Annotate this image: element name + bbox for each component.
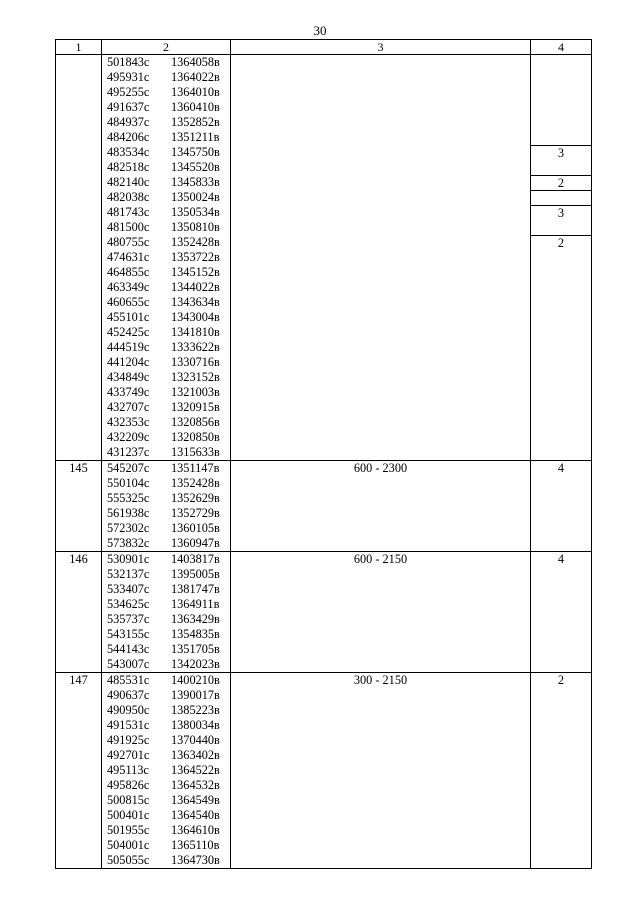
class-value: [531, 190, 591, 205]
longitude: 1352428в: [171, 476, 220, 490]
longitude: 1351705в: [171, 642, 220, 656]
coordinate-pair: [107, 778, 230, 793]
latitude: 500401с: [107, 808, 150, 822]
longitude: 1350810в: [171, 220, 220, 234]
class-cell: [531, 461, 592, 552]
latitude: 455101с: [107, 310, 150, 324]
coordinate-pair: [107, 642, 230, 657]
coordinate-pair: [107, 763, 230, 778]
coordinate-pair: [107, 703, 230, 718]
longitude: 1381747в: [171, 582, 220, 596]
coordinate-pair: [107, 808, 230, 823]
longitude: 1364911в: [171, 597, 220, 611]
class-cell: [531, 673, 592, 869]
longitude: 1360105в: [171, 521, 220, 535]
latitude: 484937с: [107, 115, 150, 129]
longitude: 1345833в: [171, 175, 220, 189]
coordinate-pair: [107, 115, 230, 130]
coordinate-pair: [107, 325, 230, 340]
longitude: 1363402в: [171, 748, 220, 762]
coordinate-pair: [107, 536, 230, 551]
longitude: 1360410в: [171, 100, 220, 114]
longitude: 1352852в: [171, 115, 220, 129]
coordinate-pair: [107, 145, 230, 160]
coordinate-pair: [107, 310, 230, 325]
latitude: 530901с: [107, 552, 150, 566]
longitude: 1351147в: [171, 461, 220, 475]
coordinate-pair: [107, 838, 230, 853]
latitude: 482038с: [107, 190, 150, 204]
group-number: 145: [56, 461, 102, 552]
coordinate-pair: [107, 55, 230, 70]
longitude: 1354835в: [171, 627, 220, 641]
group-number: 147: [56, 673, 102, 869]
coordinate-pair: [107, 400, 230, 415]
longitude: 1350024в: [171, 190, 220, 204]
depth-range: 600 - 2300: [231, 461, 531, 552]
longitude: 1364532в: [171, 778, 220, 792]
longitude: 1345520в: [171, 160, 220, 174]
depth-range: [231, 55, 531, 461]
coordinate-pair: [107, 280, 230, 295]
latitude: 561938с: [107, 506, 150, 520]
table-row: [56, 55, 592, 461]
latitude: 533407с: [107, 582, 150, 596]
coordinates-cell: [102, 461, 231, 552]
coordinate-pair: [107, 295, 230, 310]
longitude: 1320850в: [171, 430, 220, 444]
longitude: 1353722в: [171, 250, 220, 264]
table-body: [56, 55, 592, 869]
longitude: 1364549в: [171, 793, 220, 807]
latitude: 490950с: [107, 703, 150, 717]
coordinate-pair: [107, 355, 230, 370]
page-number: 30: [313, 23, 327, 38]
latitude: 490637с: [107, 688, 150, 702]
coordinate-pair: [107, 688, 230, 703]
latitude: 543007с: [107, 657, 150, 671]
latitude: 495931с: [107, 70, 150, 84]
latitude: 432707с: [107, 400, 150, 414]
latitude: 495255с: [107, 85, 150, 99]
coordinate-pair: [107, 506, 230, 521]
latitude: 495826с: [107, 778, 150, 792]
coordinate-pair: [107, 445, 230, 460]
longitude: 1350534в: [171, 205, 220, 219]
longitude: 1321003в: [171, 385, 220, 399]
coordinate-pair: [107, 430, 230, 445]
coordinates-cell: [102, 55, 231, 461]
coordinate-pair: [107, 567, 230, 582]
coordinate-pair: [107, 70, 230, 85]
coordinate-pair: [107, 385, 230, 400]
latitude: 483534с: [107, 145, 150, 159]
coordinate-pair: [107, 733, 230, 748]
coordinate-pair: [107, 582, 230, 597]
coordinate-pair: [107, 190, 230, 205]
latitude: 491925с: [107, 733, 150, 747]
coordinate-pair: [107, 476, 230, 491]
latitude: 504001с: [107, 838, 150, 852]
longitude: 1352729в: [171, 506, 220, 520]
column-header-2: 2: [102, 40, 231, 55]
longitude: 1364022в: [171, 70, 220, 84]
longitude: 1380034в: [171, 718, 220, 732]
coordinate-pair: [107, 627, 230, 642]
table-row: [56, 461, 592, 552]
longitude: 1364010в: [171, 85, 220, 99]
latitude: 464855с: [107, 265, 150, 279]
table-header: [56, 40, 592, 55]
longitude: 1364058в: [171, 55, 220, 69]
latitude: 545207с: [107, 461, 150, 475]
longitude: 1342023в: [171, 657, 220, 671]
latitude: 501843с: [107, 55, 150, 69]
latitude: 441204с: [107, 355, 150, 369]
coordinate-pair: [107, 175, 230, 190]
coordinate-pair: [107, 370, 230, 385]
class-value: 4: [557, 461, 565, 475]
coordinate-pair: [107, 461, 230, 476]
table-row: [56, 673, 592, 869]
coordinates-cell: [102, 552, 231, 673]
longitude: 1352629в: [171, 491, 220, 505]
group-number: [56, 55, 102, 461]
coordinate-pair: [107, 415, 230, 430]
coordinate-pair: [107, 250, 230, 265]
latitude: 434849с: [107, 370, 150, 384]
coordinate-pair: [107, 160, 230, 175]
coordinate-pair: [107, 491, 230, 506]
coordinate-pair: [107, 612, 230, 627]
longitude: 1333622в: [171, 340, 220, 354]
column-header-3: 3: [231, 40, 531, 55]
class-cell: [531, 55, 592, 461]
coordinate-pair: [107, 657, 230, 672]
longitude: 1390017в: [171, 688, 220, 702]
coordinate-pair: [107, 673, 230, 688]
latitude: 433749с: [107, 385, 150, 399]
latitude: 534625с: [107, 597, 150, 611]
latitude: 482140с: [107, 175, 150, 189]
coordinate-pair: [107, 823, 230, 838]
longitude: 1330716в: [171, 355, 220, 369]
latitude: 555325с: [107, 491, 150, 505]
latitude: 501955с: [107, 823, 150, 837]
class-value: 3: [531, 145, 591, 175]
longitude: 1360947в: [171, 536, 220, 550]
table-row: [56, 552, 592, 673]
depth-range: 300 - 2150: [231, 673, 531, 869]
class-value: 4: [557, 552, 565, 566]
latitude: 550104с: [107, 476, 150, 490]
longitude: 1364522в: [171, 763, 220, 777]
longitude: 1400210в: [171, 673, 220, 687]
longitude: 1364610в: [171, 823, 220, 837]
latitude: 444519с: [107, 340, 150, 354]
coordinates-table: [55, 39, 592, 869]
coordinate-pair: [107, 235, 230, 250]
longitude: 1370440в: [171, 733, 220, 747]
coordinate-pair: [107, 85, 230, 100]
longitude: 1385223в: [171, 703, 220, 717]
longitude: 1343004в: [171, 310, 220, 324]
latitude: 432209с: [107, 430, 150, 444]
class-value: [531, 55, 591, 145]
longitude: 1315633в: [171, 445, 220, 459]
latitude: 505055с: [107, 853, 150, 867]
latitude: 492701с: [107, 748, 150, 762]
latitude: 480755с: [107, 235, 150, 249]
depth-range: 600 - 2150: [231, 552, 531, 673]
latitude: 463349с: [107, 280, 150, 294]
group-number: 146: [56, 552, 102, 673]
latitude: 543155с: [107, 627, 150, 641]
latitude: 532137с: [107, 567, 150, 581]
coordinate-pair: [107, 521, 230, 536]
class-value: 2: [531, 235, 591, 460]
longitude: 1363429в: [171, 612, 220, 626]
coordinate-pair: [107, 220, 230, 235]
longitude: 1345152в: [171, 265, 220, 279]
latitude: 481743с: [107, 205, 150, 219]
coordinate-pair: [107, 552, 230, 567]
longitude: 1320856в: [171, 415, 220, 429]
longitude: 1343634в: [171, 295, 220, 309]
longitude: 1352428в: [171, 235, 220, 249]
coordinate-pair: [107, 718, 230, 733]
latitude: 481500с: [107, 220, 150, 234]
longitude: 1351211в: [171, 130, 220, 144]
coordinate-pair: [107, 130, 230, 145]
coordinate-pair: [107, 205, 230, 220]
header-row: [56, 40, 592, 55]
longitude: 1403817в: [171, 552, 220, 566]
latitude: 573832с: [107, 536, 150, 550]
longitude: 1320915в: [171, 400, 220, 414]
latitude: 485531с: [107, 673, 150, 687]
longitude: 1364540в: [171, 808, 220, 822]
column-header-1: 1: [56, 40, 102, 55]
class-value: 2: [557, 673, 565, 687]
latitude: 431237с: [107, 445, 150, 459]
coordinate-pair: [107, 340, 230, 355]
column-header-4: 4: [531, 40, 592, 55]
latitude: 500815с: [107, 793, 150, 807]
longitude: 1341810в: [171, 325, 220, 339]
longitude: 1345750в: [171, 145, 220, 159]
longitude: 1364730в: [171, 853, 220, 867]
latitude: 460655с: [107, 295, 150, 309]
latitude: 452425с: [107, 325, 150, 339]
coordinate-pair: [107, 748, 230, 763]
class-cell: [531, 552, 592, 673]
class-value: 3: [531, 205, 591, 235]
latitude: 544143с: [107, 642, 150, 656]
coordinate-pair: [107, 100, 230, 115]
longitude: 1365110в: [171, 838, 220, 852]
longitude: 1395005в: [171, 567, 220, 581]
latitude: 572302с: [107, 521, 150, 535]
latitude: 432353с: [107, 415, 150, 429]
latitude: 535737с: [107, 612, 150, 626]
longitude: 1323152в: [171, 370, 220, 384]
coordinate-pair: [107, 793, 230, 808]
latitude: 484206с: [107, 130, 150, 144]
latitude: 491637с: [107, 100, 150, 114]
coordinates-cell: [102, 673, 231, 869]
latitude: 495113с: [107, 763, 149, 777]
coordinate-pair: [107, 853, 230, 868]
latitude: 474631с: [107, 250, 150, 264]
latitude: 482518с: [107, 160, 150, 174]
coordinate-pair: [107, 597, 230, 612]
longitude: 1344022в: [171, 280, 220, 294]
coordinate-pair: [107, 265, 230, 280]
latitude: 491531с: [107, 718, 150, 732]
class-value: 2: [531, 175, 591, 190]
